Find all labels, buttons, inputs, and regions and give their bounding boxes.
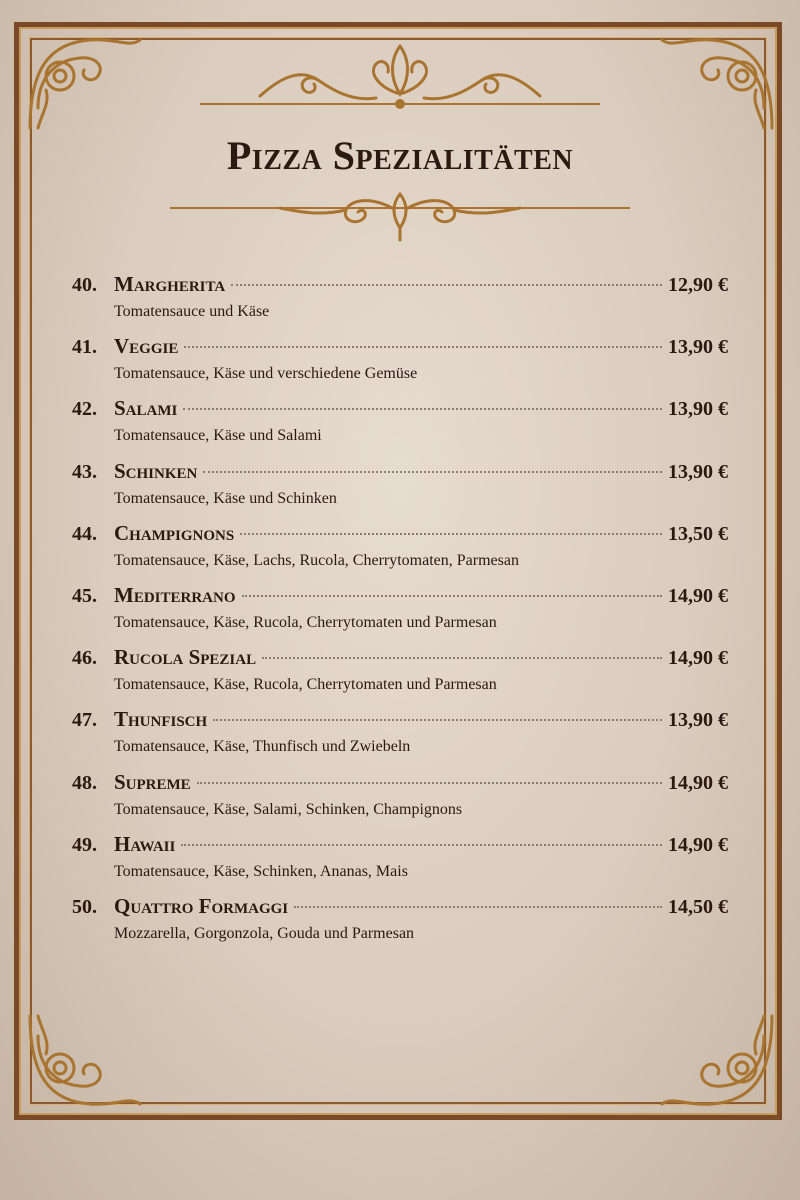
item-description: Tomatensauce, Käse und Schinken: [114, 489, 337, 507]
fleur-de-lis-ornament-icon: [200, 38, 600, 118]
menu-item: [72, 707, 728, 769]
menu-item: [72, 583, 728, 645]
menu-item: [72, 521, 728, 583]
corner-flourish-icon: [20, 28, 150, 138]
item-price: 13,90 €: [668, 398, 728, 421]
page-title: Pizza Spezialitäten: [226, 133, 574, 178]
menu-item: [72, 894, 728, 956]
item-number: 42.: [72, 398, 97, 421]
item-price: 13,50 €: [668, 522, 728, 545]
item-description: Tomatensauce, Käse und Salami: [114, 427, 322, 445]
dot-leader: [203, 471, 662, 473]
item-price: 13,90 €: [668, 336, 728, 359]
dot-leader: [240, 533, 662, 535]
dot-leader: [184, 346, 662, 348]
corner-flourish-icon: [652, 1006, 782, 1116]
item-price: 14,90 €: [668, 771, 728, 794]
item-description: Mozzarella, Gorgonzola, Gouda und Parmesan: [114, 924, 415, 942]
item-number: 48.: [72, 771, 97, 794]
item-name: Thunfisch: [114, 707, 208, 732]
item-price: 14,90 €: [668, 647, 728, 670]
dot-leader: [231, 284, 662, 286]
item-name: Hawaii: [114, 831, 176, 856]
item-number: 46.: [72, 647, 97, 670]
item-name: Schinken: [114, 458, 198, 483]
item-number: 43.: [72, 460, 97, 483]
menu-item: [72, 396, 728, 458]
dot-leader: [181, 844, 662, 846]
dot-leader: [294, 906, 662, 908]
item-number: 44.: [72, 522, 97, 545]
item-price: 14,50 €: [668, 895, 728, 918]
item-number: 47.: [72, 709, 97, 732]
dot-leader: [183, 408, 662, 410]
item-description: Tomatensauce, Käse, Rucola, Cherrytomaten und Parmesan: [114, 676, 497, 694]
item-name: Rucola Spezial: [114, 645, 257, 670]
item-price: 13,90 €: [668, 709, 728, 732]
item-number: 50.: [72, 895, 97, 918]
item-number: 40.: [72, 274, 97, 296]
item-name: Supreme: [114, 769, 191, 794]
item-number: 41.: [72, 336, 97, 359]
scroll-divider-ornament-icon: [170, 186, 630, 246]
item-description: Tomatensauce und Käse: [114, 303, 270, 320]
dot-leader: [197, 782, 662, 784]
item-description: Tomatensauce, Käse und verschiedene Gemüse: [114, 365, 418, 383]
item-description: Tomatensauce, Käse, Salami, Schinken, Champignons: [114, 800, 463, 818]
pizza-menu-list: [72, 272, 728, 956]
item-number: 49.: [72, 833, 97, 856]
item-description: Tomatensauce, Käse, Rucola, Cherrytomaten und Parmesan: [114, 613, 497, 631]
item-price: 14,90 €: [668, 833, 728, 856]
item-price: 13,90 €: [668, 460, 728, 483]
menu-item: [72, 645, 728, 707]
corner-flourish-icon: [652, 28, 782, 138]
item-description: Tomatensauce, Käse, Lachs, Rucola, Cherrytomaten, Parmesan: [114, 551, 519, 569]
dot-leader: [213, 719, 662, 721]
item-name: Veggie: [114, 334, 179, 359]
dot-leader: [242, 595, 662, 597]
menu-item: [72, 832, 728, 894]
item-description: Tomatensauce, Käse, Thunfisch und Zwiebeln: [114, 738, 411, 756]
menu-item: [72, 459, 728, 521]
item-name: Mediterrano: [114, 582, 236, 607]
item-name: Quattro Formaggi: [114, 893, 289, 918]
menu-item: [72, 770, 728, 832]
corner-flourish-icon: [20, 1006, 150, 1116]
item-price: 14,90 €: [668, 584, 728, 607]
item-name: Margherita: [114, 272, 226, 296]
menu-item: [72, 334, 728, 396]
item-name: Champignons: [114, 520, 235, 545]
item-name: Salami: [114, 396, 178, 421]
item-price: 12,90 €: [668, 274, 728, 296]
menu-item: [72, 272, 728, 334]
item-description: Tomatensauce, Käse, Schinken, Ananas, Mais: [114, 862, 408, 880]
dot-leader: [262, 657, 662, 659]
item-number: 45.: [72, 584, 97, 607]
